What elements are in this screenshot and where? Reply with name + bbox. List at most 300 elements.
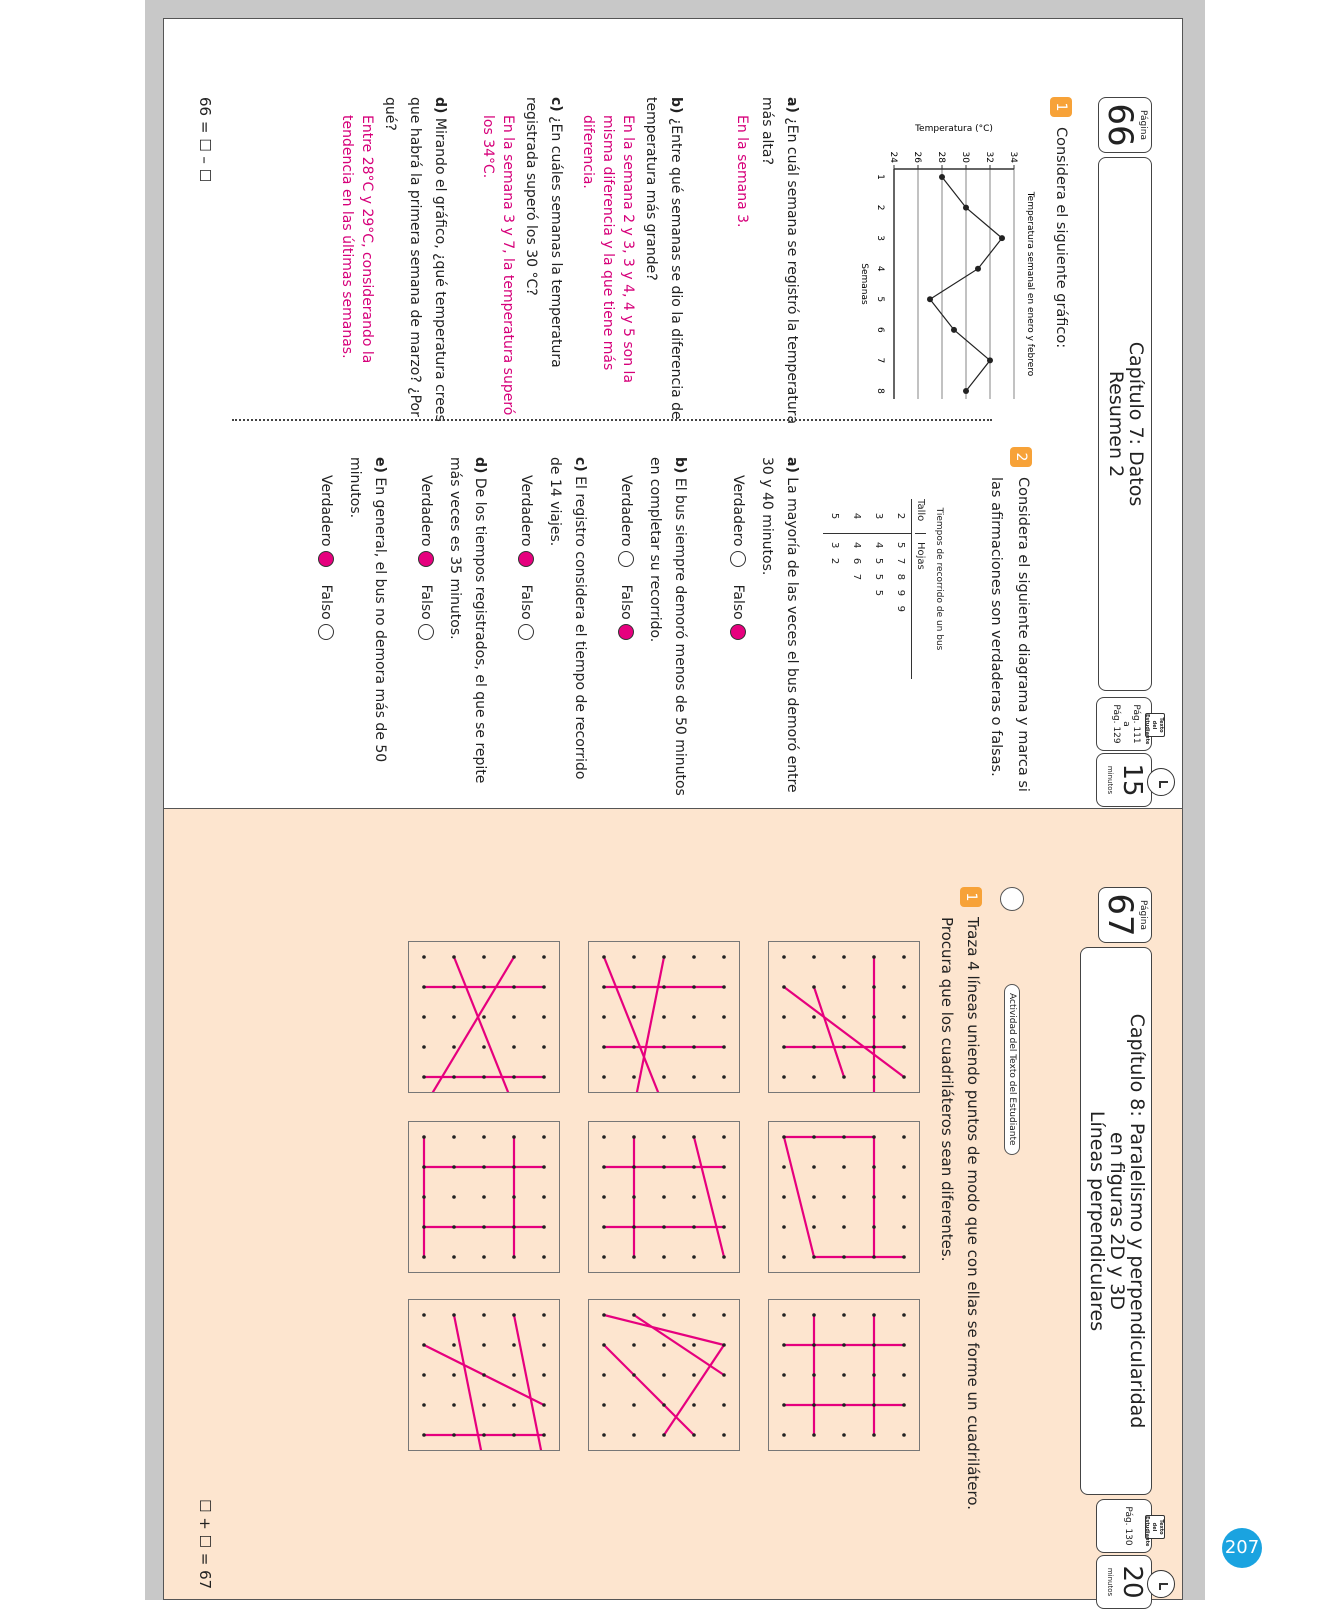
true-radio[interactable]	[518, 551, 534, 567]
y-tick-label: 24	[888, 151, 898, 163]
grid-dot	[782, 1015, 786, 1019]
grid-dot	[452, 1195, 456, 1199]
grid-dot	[662, 1255, 666, 1259]
grid-dot	[632, 1075, 636, 1079]
minutes-value: 15	[1117, 763, 1147, 797]
grid-dot	[692, 1195, 696, 1199]
grid-dot	[902, 1255, 906, 1259]
drawn-line	[784, 987, 904, 1077]
question-d	[337, 97, 452, 427]
grid-dot	[512, 1075, 516, 1079]
grid-dot	[782, 1433, 786, 1437]
left-page	[163, 18, 1183, 809]
question-c	[478, 97, 568, 427]
data-point	[975, 266, 981, 272]
grid-dot	[512, 1313, 516, 1317]
grid-dot	[812, 1403, 816, 1407]
grid-dot	[452, 1225, 456, 1229]
grid-dot	[632, 1135, 636, 1139]
question-label: c)	[548, 97, 564, 112]
answer-text: Entre 28°C y 29°C, considerando la tendencia en las últimas semanas.	[339, 115, 375, 364]
minutes-value: 20	[1117, 1565, 1147, 1599]
grid-dot	[482, 1433, 486, 1437]
alarm-clock-icon	[1147, 1570, 1175, 1598]
grid-dot	[872, 1195, 876, 1199]
grid-dot	[422, 1135, 426, 1139]
drawn-line	[814, 987, 844, 1077]
page-number-box	[1098, 97, 1152, 153]
grid-dot	[422, 1015, 426, 1019]
grid-dot	[542, 1255, 546, 1259]
true-radio[interactable]	[418, 551, 434, 567]
dot-grid[interactable]	[588, 1299, 740, 1451]
answer-text: En la semana 3.	[734, 115, 750, 228]
grid-dot	[422, 1255, 426, 1259]
grid-dot	[602, 1225, 606, 1229]
grid-dot	[662, 1165, 666, 1169]
grid-dot	[662, 1135, 666, 1139]
page-label: Página	[1138, 900, 1148, 930]
y-tick-label: 32	[984, 151, 994, 163]
grid-dot	[482, 1255, 486, 1259]
grid-dot	[722, 1403, 726, 1407]
false-radio[interactable]	[730, 624, 746, 640]
grid-dot	[542, 1165, 546, 1169]
statement-text: En general, el bus no demora más de 50 minutos.	[347, 457, 388, 763]
chapter-subtitle: en figuras 2D y 3D	[1106, 1132, 1128, 1310]
grid-dot	[782, 985, 786, 989]
grid-dot	[512, 1135, 516, 1139]
dot-grid[interactable]	[408, 1121, 560, 1273]
dot-grid[interactable]	[588, 941, 740, 1093]
drawn-line	[514, 1315, 544, 1450]
drawn-line	[664, 1345, 724, 1435]
chapter-subtitle: Líneas perpendiculares	[1086, 1110, 1108, 1332]
chapter-subtitle: Resumen 2	[1105, 370, 1127, 478]
grid-dot	[902, 1373, 906, 1377]
grid-dot	[692, 1075, 696, 1079]
true-radio[interactable]	[618, 551, 634, 567]
statement-label: e)	[372, 457, 388, 473]
minutes-label: minutos	[1106, 765, 1114, 795]
statement-text: De los tiempos registrados, el que se repite más veces es 35 minutos.	[447, 457, 488, 784]
statement-text: La mayoría de las veces el bus demoró entre 30 y 40 minutos.	[759, 457, 800, 793]
grid-dot	[692, 955, 696, 959]
grid-dot	[842, 1433, 846, 1437]
page-ref-sep: a	[1121, 721, 1131, 727]
drawn-line	[454, 1315, 484, 1450]
grid-dot	[812, 1373, 816, 1377]
question-text: ¿En cuál semana se registró la temperatura más alta?	[759, 97, 800, 425]
stem-value: 3	[873, 512, 884, 520]
stem-row	[823, 499, 845, 679]
grid-dot	[902, 1015, 906, 1019]
grid-dot	[512, 1045, 516, 1049]
grid-dot	[512, 1195, 516, 1199]
x-tick-label: 5	[875, 296, 885, 303]
grid-dot	[692, 1225, 696, 1229]
grid-dot	[782, 1313, 786, 1317]
grid-dot	[452, 1373, 456, 1377]
grid-dot	[692, 1403, 696, 1407]
grid-dot	[452, 1165, 456, 1169]
grid-dot	[452, 1343, 456, 1347]
grid-dot	[662, 1195, 666, 1199]
grid-dot	[452, 1433, 456, 1437]
grid-dot	[812, 1165, 816, 1169]
grid-dot	[902, 1225, 906, 1229]
grid-dot	[422, 1403, 426, 1407]
grid-dot	[512, 1343, 516, 1347]
statement	[754, 457, 804, 797]
drawn-line	[604, 1315, 724, 1345]
stem-row	[889, 499, 911, 679]
grid-dot	[842, 1343, 846, 1347]
grid-dot	[872, 1343, 876, 1347]
grid-dot	[722, 985, 726, 989]
false-radio[interactable]	[318, 624, 334, 640]
question-a	[729, 97, 804, 427]
exercise-number: 1	[1050, 97, 1072, 117]
grid-dot	[542, 1195, 546, 1199]
question-b	[578, 97, 688, 427]
grid-dot	[902, 1433, 906, 1437]
grid-dot	[422, 1165, 426, 1169]
x-tick-label: 3	[875, 235, 885, 242]
page-number-badge: 207	[1222, 1528, 1262, 1568]
page-number: 67	[1100, 893, 1140, 937]
chapter-title-box	[1098, 157, 1152, 691]
grid-dot	[902, 1135, 906, 1139]
grid-dot	[632, 1313, 636, 1317]
stem-value: 4	[851, 512, 862, 520]
grid-dot	[452, 1075, 456, 1079]
grid-dot	[422, 1373, 426, 1377]
grid-dot	[722, 1313, 726, 1317]
grid-dot	[872, 1225, 876, 1229]
grid-dot	[842, 1135, 846, 1139]
right-page	[163, 809, 1183, 1600]
grid-dot	[452, 985, 456, 989]
grid-dot	[422, 1433, 426, 1437]
grid-dot	[842, 1165, 846, 1169]
dot-grid[interactable]	[768, 1299, 920, 1451]
grid-dot	[782, 1075, 786, 1079]
grid-dot	[452, 1045, 456, 1049]
grid-dot	[512, 1015, 516, 1019]
grid-dot	[842, 955, 846, 959]
grid-dot	[632, 985, 636, 989]
grid-dot	[452, 1403, 456, 1407]
statement-label: c)	[572, 457, 588, 472]
true-false-options	[730, 475, 746, 646]
answer-text: En la semana 2 y 3, 3 y 4, 4 y 5 son la misma diferencia y la que tiene más diferencia.	[580, 115, 636, 384]
grid-dot	[632, 1225, 636, 1229]
question-text: Mirando el gráfico, ¿qué temperatura crees que habrá la primera semana de marzo? ¿Por qué?	[382, 97, 448, 422]
exercise-number: 2	[1010, 447, 1032, 467]
page-label: Página	[1138, 110, 1148, 140]
true-label: Verdadero	[418, 475, 434, 547]
grid-dot	[542, 1433, 546, 1437]
grid-dot	[662, 1225, 666, 1229]
footer-equation: 66 = ☐ – ☐	[196, 97, 214, 183]
grid-dot	[872, 1255, 876, 1259]
y-tick-label: 30	[960, 151, 970, 163]
grid-dot	[662, 985, 666, 989]
grid-dot	[602, 1343, 606, 1347]
drawn-line	[454, 957, 514, 1092]
page-number: 66	[1100, 103, 1140, 147]
grid-dot	[902, 1165, 906, 1169]
grid-dot	[782, 955, 786, 959]
grid-dot	[422, 1225, 426, 1229]
grid-dot	[812, 1343, 816, 1347]
grid-dot	[872, 1313, 876, 1317]
grid-dot	[722, 1015, 726, 1019]
grid-dot	[782, 1165, 786, 1169]
grid-dot	[422, 955, 426, 959]
grid-dot	[722, 955, 726, 959]
stem-leaf-title: Tiempos de recorrido de un bus	[934, 507, 944, 651]
data-point	[927, 296, 933, 302]
book-icon: Texto del Estudiante	[1144, 714, 1164, 745]
grid-dot	[842, 1015, 846, 1019]
paper-plane-icon	[1000, 887, 1024, 911]
grid-dot	[902, 955, 906, 959]
grid-dot	[662, 1313, 666, 1317]
grid-dot	[842, 1045, 846, 1049]
minutes-label: minutos	[1106, 1567, 1114, 1597]
dot-grid[interactable]	[588, 1121, 740, 1273]
grid-dot	[842, 1255, 846, 1259]
stem-row	[845, 499, 867, 679]
grid-dot	[482, 1195, 486, 1199]
grid-dot	[602, 1075, 606, 1079]
time-box	[1096, 753, 1152, 807]
grid-dot	[602, 1403, 606, 1407]
statement	[642, 457, 692, 797]
grid-dot	[782, 1255, 786, 1259]
y-tick-label: 28	[936, 151, 946, 163]
grid-dot	[482, 1343, 486, 1347]
grid-dot	[542, 1135, 546, 1139]
grid-dot	[632, 1255, 636, 1259]
grid-dot	[542, 1373, 546, 1377]
statement-label: d)	[472, 457, 488, 474]
footer-equation: ☐ + ☐ = 67	[196, 1499, 214, 1590]
grid-dot	[782, 1135, 786, 1139]
grid-dot	[512, 985, 516, 989]
temperature-chart	[832, 119, 1042, 419]
grid-dot	[812, 955, 816, 959]
grid-dot	[812, 1225, 816, 1229]
grid-dot	[482, 1045, 486, 1049]
data-point	[951, 327, 957, 333]
grid-dot	[812, 1313, 816, 1317]
grid-dot	[632, 1165, 636, 1169]
dot-grid[interactable]	[768, 1121, 920, 1273]
grid-dot	[842, 985, 846, 989]
grid-dot	[782, 1373, 786, 1377]
false-label: Falso	[318, 584, 334, 620]
grid-dot	[482, 1403, 486, 1407]
grid-dot	[422, 1343, 426, 1347]
grid-dot	[602, 985, 606, 989]
page-number-box	[1098, 887, 1152, 943]
grid-dot	[422, 985, 426, 989]
grid-dot	[872, 1433, 876, 1437]
false-radio[interactable]	[618, 624, 634, 640]
grid-dot	[602, 1313, 606, 1317]
grid-dot	[452, 1255, 456, 1259]
grid-dot	[512, 1403, 516, 1407]
grid-dot	[722, 1195, 726, 1199]
grid-dot	[872, 1403, 876, 1407]
grid-dot	[902, 1343, 906, 1347]
grid-dot	[542, 1045, 546, 1049]
grid-dot	[842, 1373, 846, 1377]
true-false-options	[618, 475, 634, 646]
stem-row	[867, 499, 889, 679]
leaves-value: 4 5 5 5	[867, 533, 889, 596]
grid-dot	[902, 1045, 906, 1049]
dot-grid[interactable]	[768, 941, 920, 1093]
grid-dot	[662, 1343, 666, 1347]
grid-dot	[632, 1015, 636, 1019]
chart-title: Temperatura semanal en enero y febrero	[1025, 191, 1035, 377]
grid-dot	[782, 1403, 786, 1407]
grid-dot	[602, 1373, 606, 1377]
grid-dot	[692, 1343, 696, 1347]
true-false-options	[318, 475, 334, 646]
y-tick-label: 26	[912, 151, 922, 163]
false-label: Falso	[518, 584, 534, 620]
grid-dot	[662, 1075, 666, 1079]
exercise-text: Considera el siguiente diagrama y marca si las afirmaciones son verdaderas o falsas.	[988, 477, 1031, 792]
grid-dot	[602, 1015, 606, 1019]
grid-dot	[872, 1045, 876, 1049]
false-label: Falso	[618, 584, 634, 620]
grid-dot	[692, 985, 696, 989]
true-radio[interactable]	[730, 551, 746, 567]
grid-dot	[782, 1045, 786, 1049]
y-tick-label: 34	[1008, 151, 1018, 163]
statement-text: El registro considera el tiempo de recorrido de 14 viajes.	[547, 457, 588, 780]
leaves-value: 5 7 8 9 9	[889, 533, 911, 612]
false-radio[interactable]	[518, 624, 534, 640]
true-radio[interactable]	[318, 551, 334, 567]
time-box	[1096, 1555, 1152, 1609]
true-false-options	[518, 475, 534, 646]
grid-dot	[632, 1343, 636, 1347]
grid-dot	[722, 1075, 726, 1079]
exercise-number: 1	[960, 887, 982, 907]
chapter-title: Capítulo 8: Paralelismo y perpendicularidad	[1126, 1013, 1148, 1429]
question-label: a)	[784, 97, 800, 113]
grid-dot	[602, 1045, 606, 1049]
page-ref-1: Pág. 111	[1131, 704, 1141, 744]
grid-dot	[482, 1373, 486, 1377]
grid-dot	[722, 1343, 726, 1347]
grid-dot	[482, 985, 486, 989]
grid-dot	[542, 985, 546, 989]
grid-dot	[602, 1195, 606, 1199]
grid-dot	[632, 1403, 636, 1407]
data-point	[987, 357, 993, 363]
exercise-text: Traza 4 líneas uniendo puntos de modo que con ellas se forme un cuadrilátero.	[964, 917, 982, 1511]
statement	[442, 457, 492, 797]
textbook-ref	[1096, 1499, 1164, 1553]
grid-dot	[602, 1255, 606, 1259]
drawn-line	[604, 1345, 694, 1435]
stem-header: Tallo	[915, 499, 926, 522]
grid-dot	[872, 1165, 876, 1169]
grid-dot	[602, 955, 606, 959]
grid-dot	[512, 1255, 516, 1259]
grid-dot	[842, 1313, 846, 1317]
grid-dot	[842, 1195, 846, 1199]
grid-dot	[662, 1433, 666, 1437]
grid-dot	[692, 1313, 696, 1317]
page-ref: Pág. 130	[1123, 1506, 1133, 1546]
data-point	[939, 174, 945, 180]
grid-dot	[542, 1343, 546, 1347]
grid-dot	[902, 1403, 906, 1407]
question-text: ¿En cuáles semanas la temperatura registrada superó los 30 °C?	[523, 97, 564, 368]
grid-dot	[782, 1343, 786, 1347]
statement-label: a)	[784, 457, 800, 473]
grid-dot	[482, 1015, 486, 1019]
x-tick-label: 7	[875, 357, 885, 364]
chapter-title: Capítulo 7: Datos	[1125, 341, 1147, 507]
grid-dot	[542, 1015, 546, 1019]
grid-dot	[482, 1313, 486, 1317]
grid-dot	[632, 1045, 636, 1049]
leaves-header: Hojas	[915, 533, 926, 570]
book-icon: Texto del Estudiante	[1144, 1516, 1164, 1547]
grid-dot	[722, 1255, 726, 1259]
grid-dot	[542, 1403, 546, 1407]
grid-dot	[692, 1255, 696, 1259]
grid-dot	[782, 1225, 786, 1229]
divider	[232, 419, 992, 421]
data-point	[963, 388, 969, 394]
grid-dot	[602, 1165, 606, 1169]
grid-dot	[632, 1195, 636, 1199]
grid-dot	[422, 1313, 426, 1317]
grid-dot	[722, 1373, 726, 1377]
data-point	[963, 205, 969, 211]
exercise-text: Considera el siguiente gráfico:	[1053, 127, 1069, 349]
grid-dot	[692, 1135, 696, 1139]
statement	[542, 457, 592, 797]
statement-text: El bus siempre demoró menos de 50 minutos en completar su recorrido.	[647, 457, 688, 796]
dot-grid[interactable]	[408, 941, 560, 1093]
dot-grid[interactable]	[408, 1299, 560, 1451]
grid-dot	[542, 1313, 546, 1317]
grid-dot	[482, 955, 486, 959]
grid-dot	[632, 1433, 636, 1437]
grid-dot	[602, 1135, 606, 1139]
alarm-clock-icon	[1147, 768, 1175, 796]
grid-dot	[452, 1135, 456, 1139]
true-label: Verdadero	[318, 475, 334, 547]
grid-dot	[872, 1135, 876, 1139]
false-radio[interactable]	[418, 624, 434, 640]
grid-dot	[692, 1373, 696, 1377]
grid-dot	[632, 1373, 636, 1377]
question-label: d)	[432, 97, 448, 114]
